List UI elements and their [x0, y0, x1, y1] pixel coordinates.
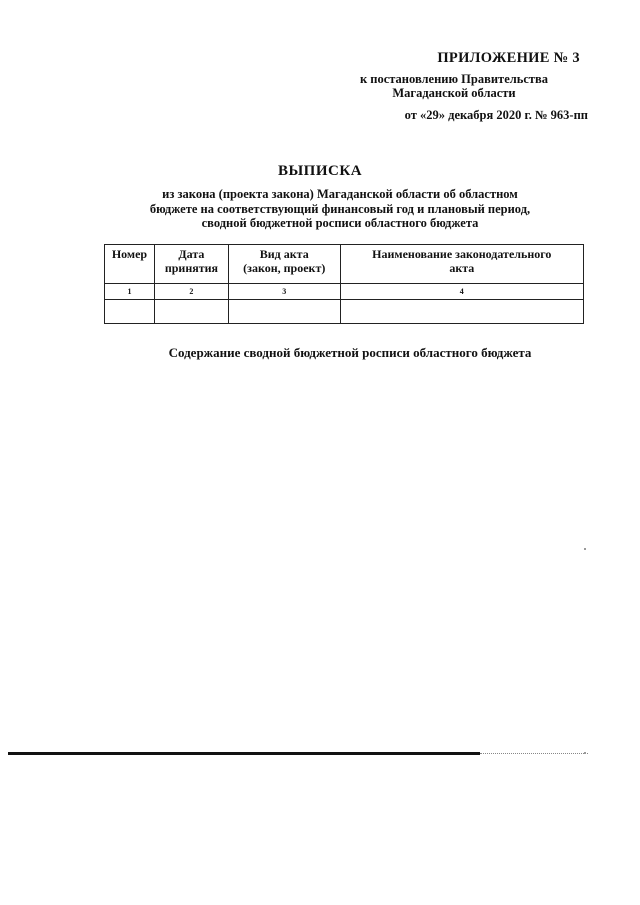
column-number: 2	[154, 284, 228, 300]
column-number: 1	[105, 284, 155, 300]
subtitle-line: из закона (проекта закона) Магаданской области об областном	[162, 187, 518, 201]
resolution-reference-line: Магаданской области	[392, 86, 516, 100]
extract-table	[104, 244, 584, 324]
header-text: Дата	[178, 247, 205, 261]
header-text: акта	[449, 261, 475, 275]
table-cell	[228, 300, 340, 324]
scan-speck	[584, 548, 586, 550]
column-header-date	[154, 245, 228, 284]
column-header-number	[105, 245, 155, 284]
column-number: 4	[340, 284, 583, 300]
resolution-date: от «29» декабря 2020 г. № 963-пп	[404, 108, 588, 122]
column-number-row	[105, 284, 584, 300]
header-text: (закон, проект)	[243, 261, 326, 275]
table-header-row	[105, 245, 584, 284]
table-row	[105, 300, 584, 324]
scan-speck	[584, 752, 586, 754]
column-header-act-type	[228, 245, 340, 284]
document-title: ВЫПИСКА	[277, 163, 363, 179]
scan-edge-line	[8, 752, 480, 755]
header-text: Наименование законодательного	[372, 247, 552, 261]
header-text: принятия	[164, 261, 219, 275]
column-number: 3	[228, 284, 340, 300]
column-header-act-name	[340, 245, 583, 284]
resolution-reference	[320, 72, 588, 100]
table-cell	[340, 300, 583, 324]
section-title: Содержание сводной бюджетной росписи областного бюджета	[168, 345, 532, 360]
appendix-title: ПРИЛОЖЕНИЕ № 3	[437, 50, 580, 66]
resolution-reference-line: к постановлению Правительства	[359, 72, 549, 86]
header-text: Номер	[111, 247, 148, 261]
header-text: Вид акта	[259, 247, 309, 261]
table-cell	[154, 300, 228, 324]
subtitle-line: сводной бюджетной росписи областного бюджета	[201, 216, 479, 230]
scan-edge-line-faint	[480, 753, 588, 754]
document-subtitle	[100, 187, 580, 231]
table-cell	[105, 300, 155, 324]
subtitle-line: бюджете на соответствующий финансовый год и плановый период,	[149, 201, 531, 216]
